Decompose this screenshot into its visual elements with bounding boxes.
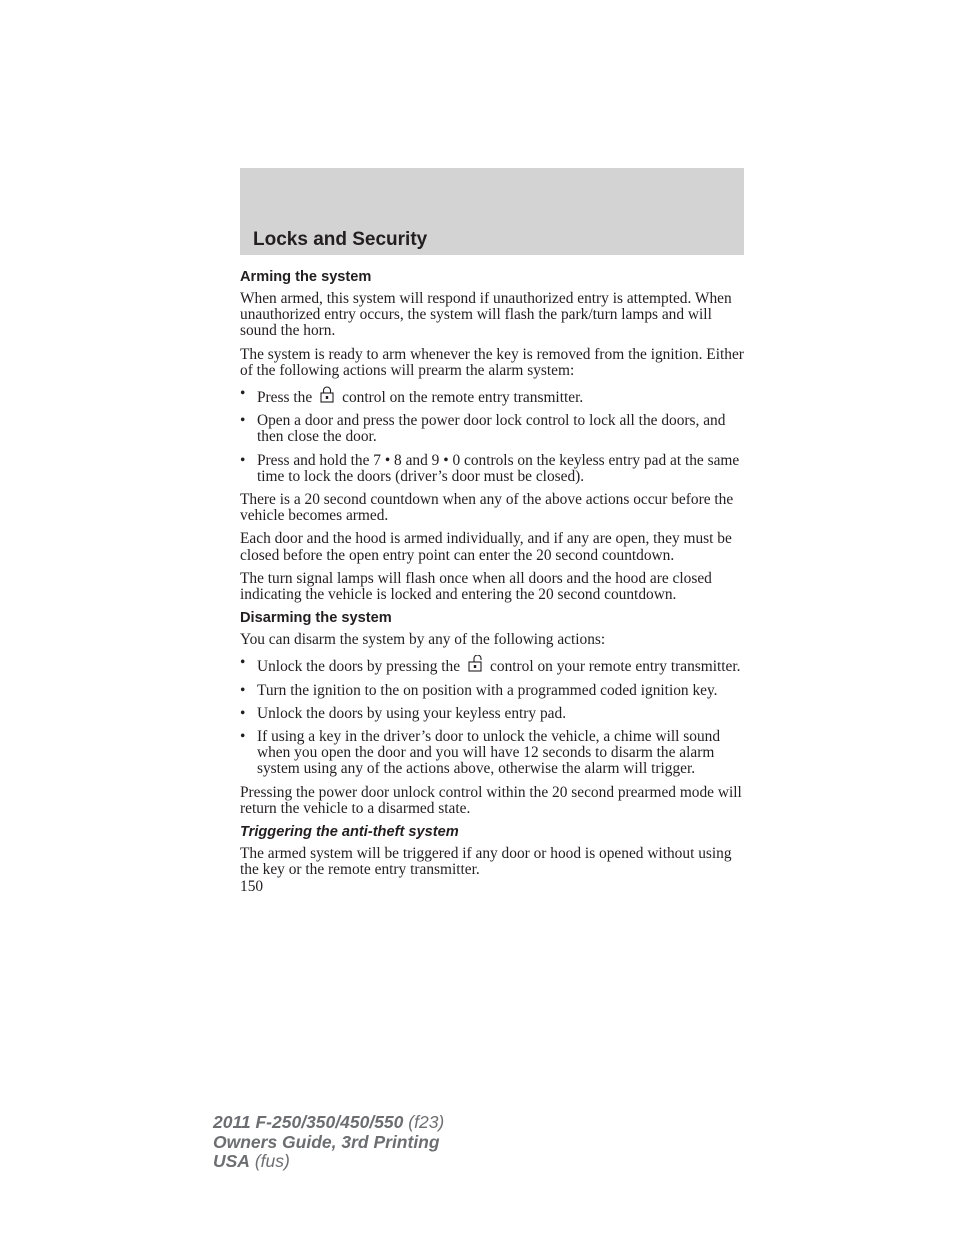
paragraph: Each door and the hood is armed individually, and if any are open, they must be closed before the open entry point can enter the 20 second countdown. [240, 530, 732, 564]
list-item [240, 683, 744, 699]
footer-region-code: (fus) [254, 1151, 290, 1171]
footer-line-region [213, 1152, 444, 1172]
paragraph: There is a 20 second countdown when any of the above actions occur before the vehicle becomes armed. [240, 491, 734, 525]
paragraph: The system is ready to arm whenever the key is removed from the ignition. Either of the following actions will prearm the alarm system: [240, 345, 744, 379]
heading-triggering: Triggering the anti-theft system [240, 824, 459, 841]
list-item-text: Unlock the doors by using your keyless entry pad. [257, 704, 567, 722]
list-item-text: control on the remote entry transmitter. [342, 389, 584, 407]
page-content [240, 266, 744, 896]
list-item-text: Press and hold the 7 • 8 and 9 • 0 controls on the keyless entry pad at the same time to lock the doors (driver’s door must be closed). [257, 451, 740, 485]
paragraph: When armed, this system will respond if unauthorized entry is attempted. When unauthorized entry occurs, the system will flash the park/turn lamps and will sound the horn. [240, 290, 732, 340]
bullet-dot: • [240, 704, 246, 722]
list-item-text: control on your remote entry transmitter. [490, 658, 741, 676]
bullet-dot: • [240, 654, 246, 672]
lock-icon [316, 386, 338, 403]
paragraph: The turn signal lamps will flash once when all doors and the hood are closed indicating the vehicle is locked and entering the 20 second countdown. [240, 569, 712, 604]
list-item [240, 386, 744, 406]
list-item-text: Open a door and press the power door lock control to lock all the doors, and then close the door. [257, 412, 726, 446]
list-item [240, 706, 744, 722]
list-item-text: Turn the ignition to the on position with a programmed coded ignition key. [257, 681, 718, 699]
list-item [240, 729, 744, 778]
footer-edition-info [213, 1113, 444, 1172]
heading-arming: Arming the system [240, 269, 372, 285]
paragraph: The armed system will be triggered if any door or hood is opened without using the key or the remote entry transmitter. [240, 845, 732, 879]
bullet-list-arming [240, 386, 744, 485]
list-item [240, 655, 744, 675]
list-item [240, 413, 744, 445]
footer-line-guide [213, 1133, 444, 1153]
bullet-dot: • [240, 728, 246, 746]
unlock-icon [464, 655, 486, 672]
list-item-text: Unlock the doors by pressing the [257, 658, 461, 676]
footer-model: 2011 F-250/350/450/550 [213, 1112, 404, 1132]
bullet-dot: • [240, 451, 246, 469]
paragraph: Pressing the power door unlock control within the 20 second prearmed mode will return the vehicle to a disarmed state. [240, 783, 742, 817]
section-title: Locks and Security [253, 229, 428, 250]
heading-disarming: Disarming the system [240, 610, 392, 627]
bullet-dot: • [240, 385, 246, 403]
list-item-text: Press the [257, 389, 313, 407]
footer-model-code: (f23) [408, 1112, 445, 1132]
bullet-dot: • [240, 412, 246, 430]
bullet-dot: • [240, 681, 246, 699]
footer-region: USA [213, 1151, 250, 1171]
paragraph: You can disarm the system by any of the following actions: [240, 631, 606, 649]
footer-guide: Owners Guide, 3rd Printing [213, 1131, 440, 1152]
page-number: 150 [240, 878, 264, 896]
list-item-text: If using a key in the driver’s door to unlock the vehicle, a chime will sound when you open the door and you will have 12 seconds to disarm the alarm system using any of the actions above, otherwise the alarm will trigger. [257, 728, 721, 778]
section-header-band [240, 168, 744, 255]
footer-line-model [213, 1113, 444, 1133]
bullet-list-disarming [240, 655, 744, 777]
list-item [240, 453, 744, 485]
